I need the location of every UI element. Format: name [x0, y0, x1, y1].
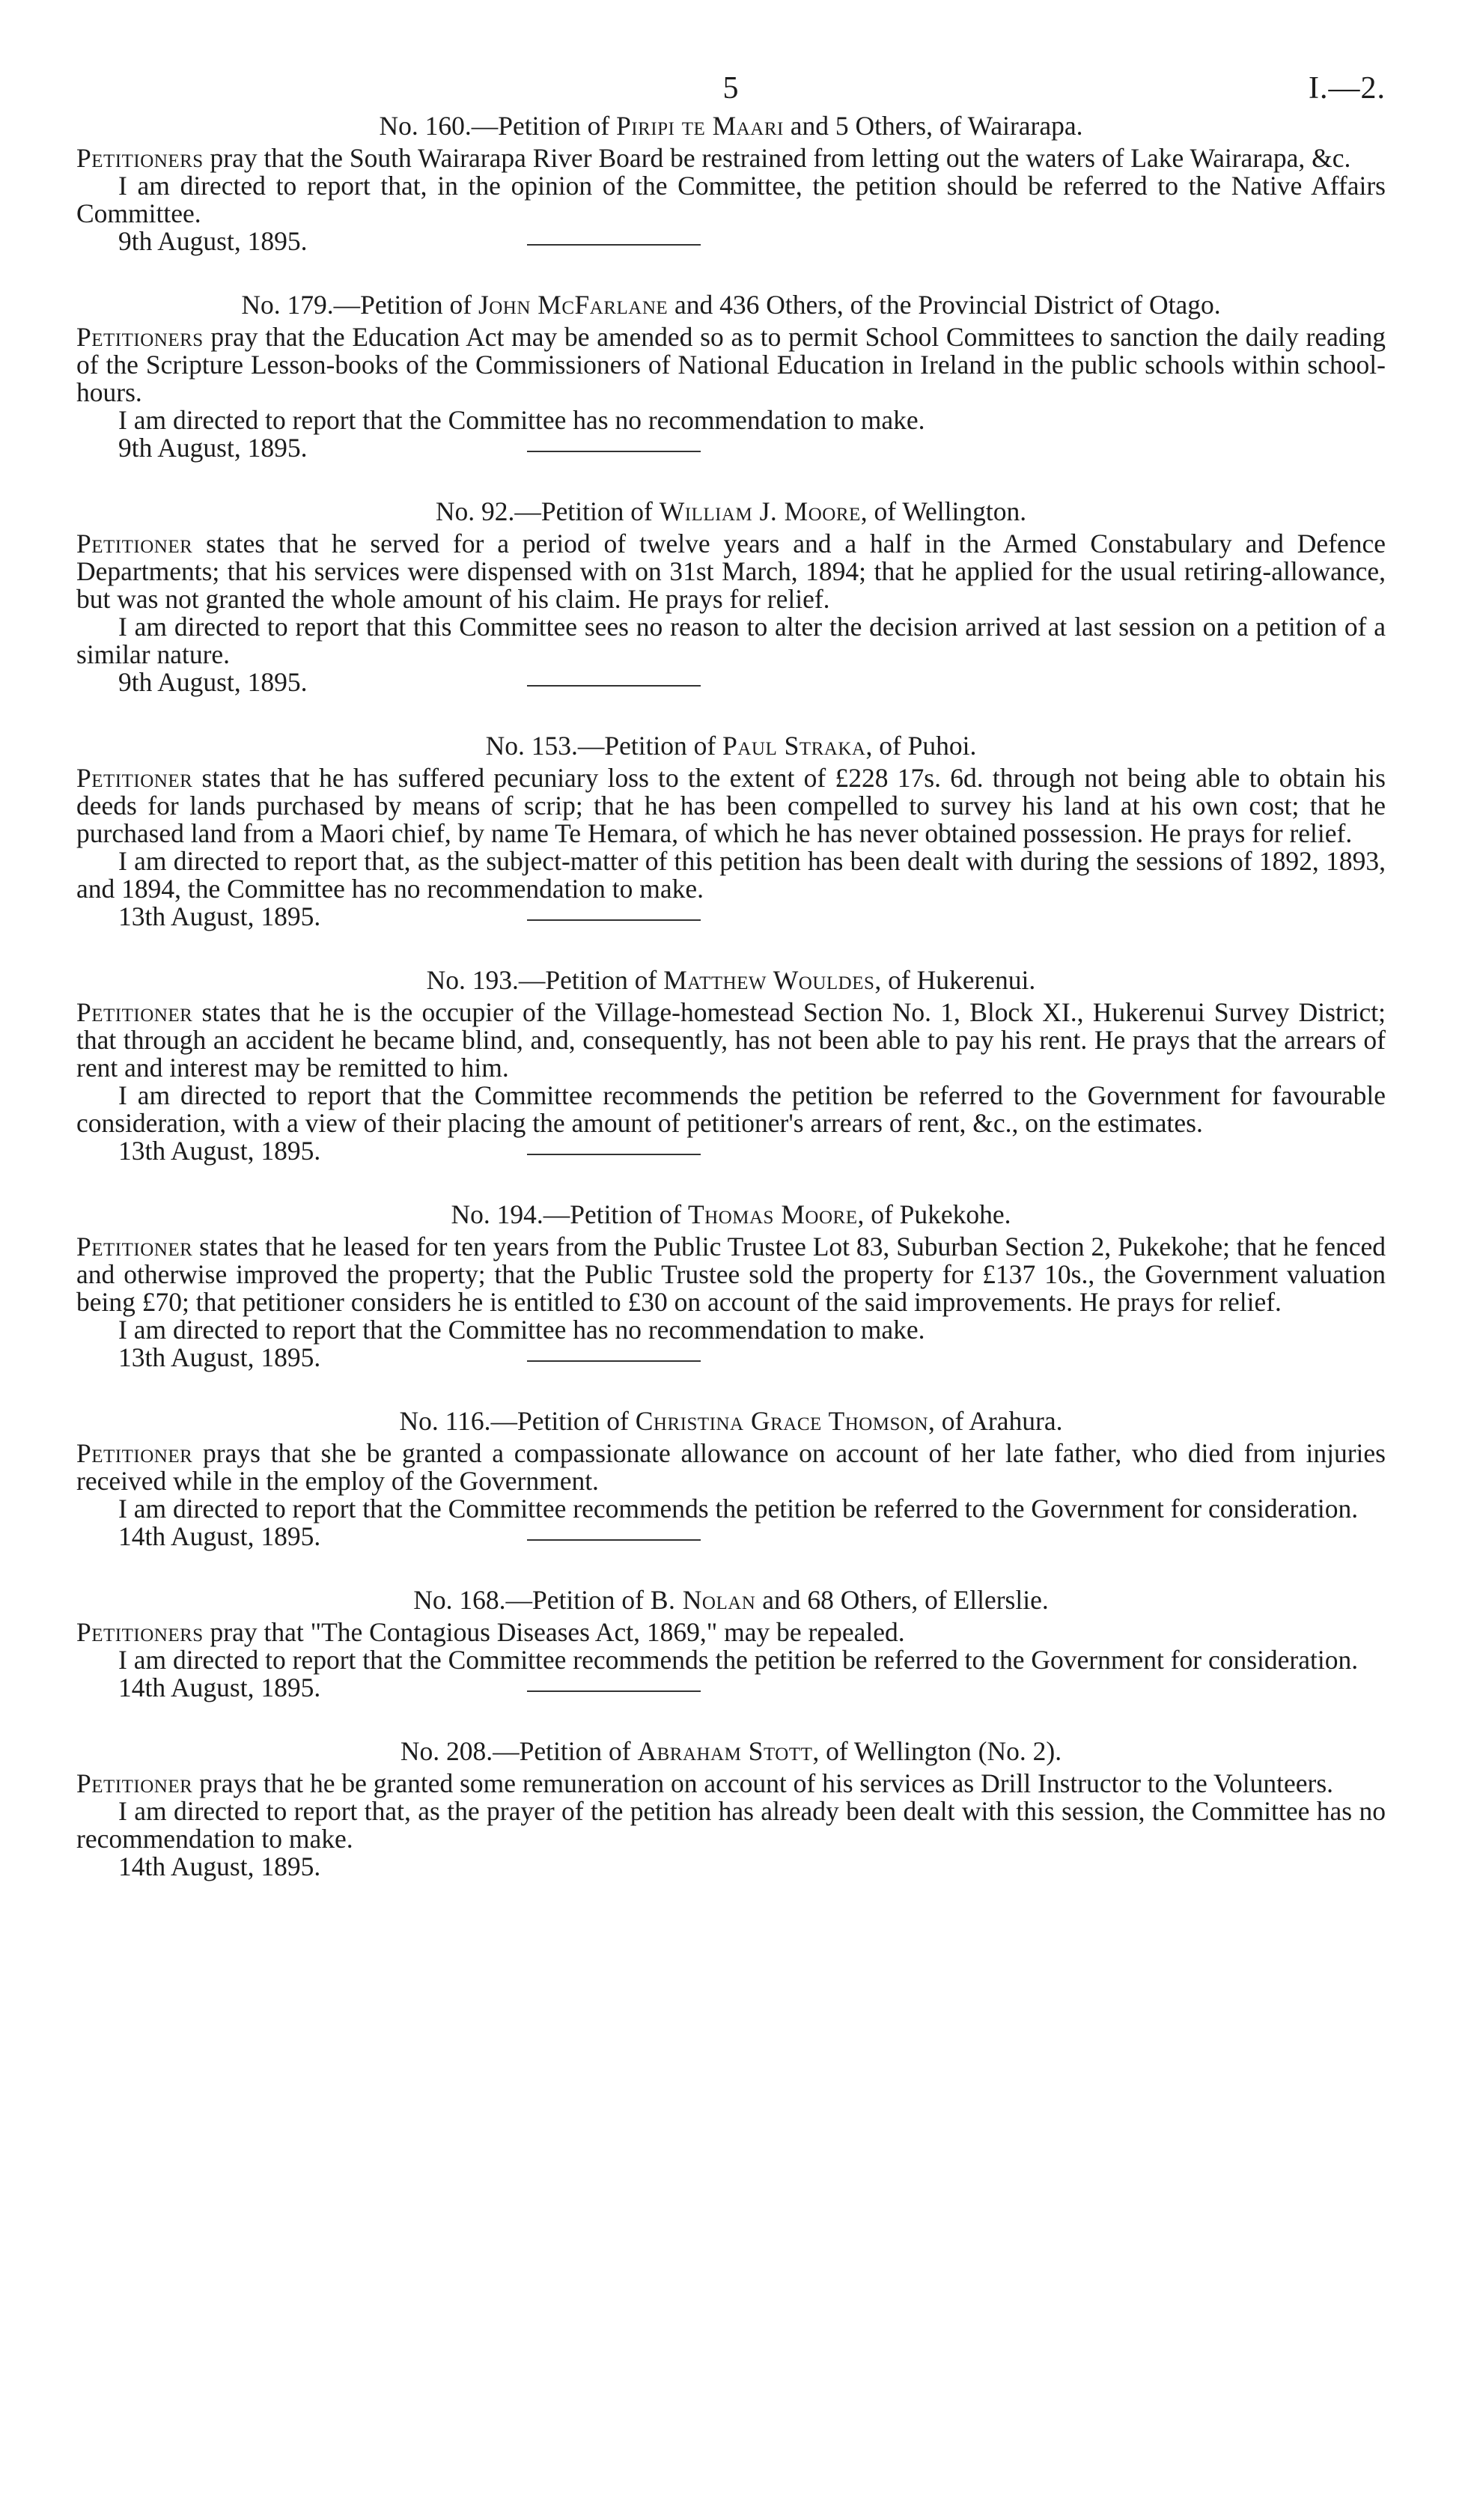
petition-origin: , of Wellington.	[860, 496, 1027, 526]
petition-summary	[76, 999, 1386, 1082]
petition-origin: and 5 Others, of Wairarapa.	[783, 111, 1083, 141]
petition-body: states that he is the occupier of the Village-homestead Section No. 1, Block XI., Hukerenui Survey District; that through an accident he became blind, and, consequently, has not been able to pay his rent. He prays that the arrears of rent and interest may be remitted to him.	[76, 997, 1386, 1083]
petition-origin: , of Hukerenui.	[874, 965, 1036, 995]
petition-body: states that he leased for ten years from the Public Trustee Lot 83, Suburban Section 2, Pukekohe; that he fenced and otherwise improved the property; that the Public Trustee sold the property for £137 10s., the Government valuation being £70; that petitioner considers he is entitled to £30 on account of the said improvements. He prays for relief.	[76, 1232, 1386, 1317]
report-date-line	[76, 1523, 1386, 1550]
section-spacer	[76, 255, 1386, 290]
petition-origin: and 436 Others, of the Provincial District of Otago.	[668, 290, 1221, 320]
petitioner-name: Christina Grace Thomson	[635, 1406, 929, 1436]
petition-lead: Petitioners	[76, 322, 204, 352]
report-date-line	[76, 434, 1386, 462]
report-date: 14th August, 1895.	[118, 1521, 321, 1551]
section-divider	[527, 1539, 701, 1541]
petition-list	[76, 111, 1386, 1915]
page-header	[76, 58, 1386, 111]
petition-title	[76, 496, 1386, 526]
section-divider	[527, 1154, 701, 1155]
report-date: 14th August, 1895.	[118, 1851, 321, 1881]
petition-lead: Petitioners	[76, 1617, 204, 1647]
petition-entry	[76, 496, 1386, 731]
petitioner-name: Piripi te Maari	[616, 111, 784, 141]
petition-number: No. 208.—Petition of	[400, 1736, 638, 1766]
petition-number: No. 179.—Petition of	[241, 290, 478, 320]
committee-report: I am directed to report that the Committee recommends the petition be referred to the Government for favourable consideration, with a view of their placing the amount of petitioner's arrears of rent, &c., on the estimates.	[76, 1080, 1386, 1138]
petition-entry	[76, 111, 1386, 290]
committee-report: I am directed to report that the Committee recommends the petition be referred to the Government for consideration.	[118, 1494, 1359, 1524]
petition-body: pray that the Education Act may be amended so as to permit School Committees to sanction the daily reading of the Scripture Lesson-books of the Commissioners of National Education in Ireland in the public schools within school-hours.	[76, 322, 1386, 407]
petition-body: pray that "The Contagious Diseases Act, 1869," may be repealed.	[203, 1617, 905, 1647]
petition-number: No. 153.—Petition of	[485, 731, 723, 761]
section-divider	[527, 919, 701, 921]
petition-origin: , of Puhoi.	[865, 731, 977, 761]
petition-lead: Petitioners	[76, 143, 204, 173]
committee-report: I am directed to report that the Committee has no recommendation to make.	[118, 1315, 925, 1345]
section-spacer	[76, 1881, 1386, 1915]
section-spacer	[76, 1550, 1386, 1585]
section-divider	[527, 1360, 701, 1362]
petition-title	[76, 1199, 1386, 1229]
petitioner-name: B. Nolan	[650, 1585, 756, 1615]
report-date: 13th August, 1895.	[118, 1342, 321, 1372]
report-date: 13th August, 1895.	[118, 1136, 321, 1166]
report-date-line	[76, 228, 1386, 255]
petition-origin: , of Wellington (No. 2).	[812, 1736, 1062, 1766]
petition-body: states that he served for a period of twelve years and a half in the Armed Constabulary and Defence Departments; that his services were dispensed with on 31st March, 1894; that he applied for the usual retiring-allowance, but was not granted the whole amount of his claim. He prays for relief.	[76, 529, 1386, 614]
petition-lead: Petitioner	[76, 997, 193, 1027]
petition-summary	[76, 764, 1386, 847]
petition-entry	[76, 1199, 1386, 1406]
report-date: 13th August, 1895.	[118, 901, 321, 931]
committee-report: I am directed to report that this Committee sees no reason to alter the decision arrived at last session on a petition of a similar nature.	[76, 612, 1386, 669]
report-date: 9th August, 1895.	[118, 433, 308, 463]
section-spacer	[76, 462, 1386, 496]
report-date-line	[76, 1344, 1386, 1372]
petitioner-name: Thomas Moore	[687, 1199, 858, 1229]
petition-entry	[76, 965, 1386, 1199]
petition-entry	[76, 1585, 1386, 1736]
petition-body: prays that she be granted a compassionate allowance on account of her late father, who died from injuries received while in the employ of the Government.	[76, 1438, 1386, 1496]
petitioner-name: Matthew Wouldes	[663, 965, 875, 995]
petition-lead: Petitioner	[76, 529, 193, 559]
petition-title	[76, 290, 1386, 320]
committee-report: I am directed to report that the Committee has no recommendation to make.	[118, 405, 925, 435]
section-spacer	[76, 696, 1386, 731]
petition-number: No. 194.—Petition of	[451, 1199, 688, 1229]
petition-summary	[76, 530, 1386, 613]
petition-title	[76, 1585, 1386, 1615]
report-date-line	[76, 1137, 1386, 1165]
petition-lead: Petitioner	[76, 763, 193, 793]
petition-number: No. 92.—Petition of	[435, 496, 660, 526]
petitioner-name: Abraham Stott	[637, 1736, 813, 1766]
petitioner-name: Paul Straka	[722, 731, 866, 761]
petition-title	[76, 1406, 1386, 1436]
petition-number: No. 160.—Petition of	[379, 111, 617, 141]
petition-entry	[76, 290, 1386, 496]
section-divider	[527, 451, 701, 452]
committee-report: I am directed to report that the Committee recommends the petition be referred to the Government for consideration.	[118, 1645, 1359, 1675]
petitioner-name: John McFarlane	[478, 290, 668, 320]
report-date: 9th August, 1895.	[118, 667, 308, 697]
petition-title	[76, 1736, 1386, 1766]
section-spacer	[76, 1702, 1386, 1736]
petition-summary	[76, 323, 1386, 407]
petition-origin: and 68 Others, of Ellerslie.	[755, 1585, 1049, 1615]
petition-number: No. 116.—Petition of	[399, 1406, 636, 1436]
petition-origin: , of Pukekohe.	[857, 1199, 1011, 1229]
page-reference: I.—2.	[1309, 71, 1386, 106]
petition-entry	[76, 731, 1386, 965]
page-number: 5	[722, 71, 740, 106]
petition-entry	[76, 1406, 1386, 1585]
petition-entry	[76, 1736, 1386, 1915]
report-date-line	[76, 1674, 1386, 1702]
petition-number: No. 193.—Petition of	[426, 965, 664, 995]
petition-lead: Petitioner	[76, 1232, 193, 1261]
petition-summary	[76, 1770, 1386, 1798]
committee-report: I am directed to report that, as the subject-matter of this petition has been dealt with during the sessions of 1892, 1893, and 1894, the Committee has no recommendation to make.	[76, 846, 1386, 904]
committee-report: I am directed to report that, as the prayer of the petition has already been dealt with this session, the Committee has no recommendation to make.	[76, 1796, 1386, 1854]
petition-title	[76, 965, 1386, 995]
report-date-line	[76, 903, 1386, 931]
section-spacer	[76, 1165, 1386, 1199]
petition-body: states that he has suffered pecuniary loss to the extent of £228 17s. 6d. through not being able to obtain his deeds for lands purchased by means of scrip; that he has been compelled to survey his land at his own cost; that he purchased land from a Maori chief, by name Te Hemara, of which he has never obtained possession. He prays for relief.	[76, 763, 1386, 848]
report-date-line	[76, 669, 1386, 696]
petition-title	[76, 111, 1386, 141]
petition-lead: Petitioner	[76, 1438, 193, 1468]
section-spacer	[76, 931, 1386, 965]
petition-summary	[76, 1233, 1386, 1316]
petitioner-name: William J. Moore	[659, 496, 861, 526]
report-date-line	[76, 1853, 1386, 1881]
petition-origin: , of Arahura.	[928, 1406, 1063, 1436]
committee-report: I am directed to report that, in the opinion of the Committee, the petition should be referred to the Native Affairs Committee.	[76, 171, 1386, 228]
report-date: 14th August, 1895.	[118, 1673, 321, 1702]
section-divider	[527, 685, 701, 687]
section-spacer	[76, 1372, 1386, 1406]
petition-number: No. 168.—Petition of	[413, 1585, 651, 1615]
petition-summary	[76, 144, 1386, 172]
petition-summary	[76, 1440, 1386, 1495]
section-divider	[527, 244, 701, 246]
petition-body: pray that the South Wairarapa River Board be restrained from letting out the waters of Lake Wairarapa, &c.	[203, 143, 1351, 173]
section-divider	[527, 1690, 701, 1692]
petition-lead: Petitioner	[76, 1768, 193, 1798]
petition-title	[76, 731, 1386, 761]
petition-body: prays that he be granted some remuneration on account of his services as Drill Instructor to the Volunteers.	[192, 1768, 1334, 1798]
report-date: 9th August, 1895.	[118, 226, 308, 256]
petition-summary	[76, 1619, 1386, 1646]
